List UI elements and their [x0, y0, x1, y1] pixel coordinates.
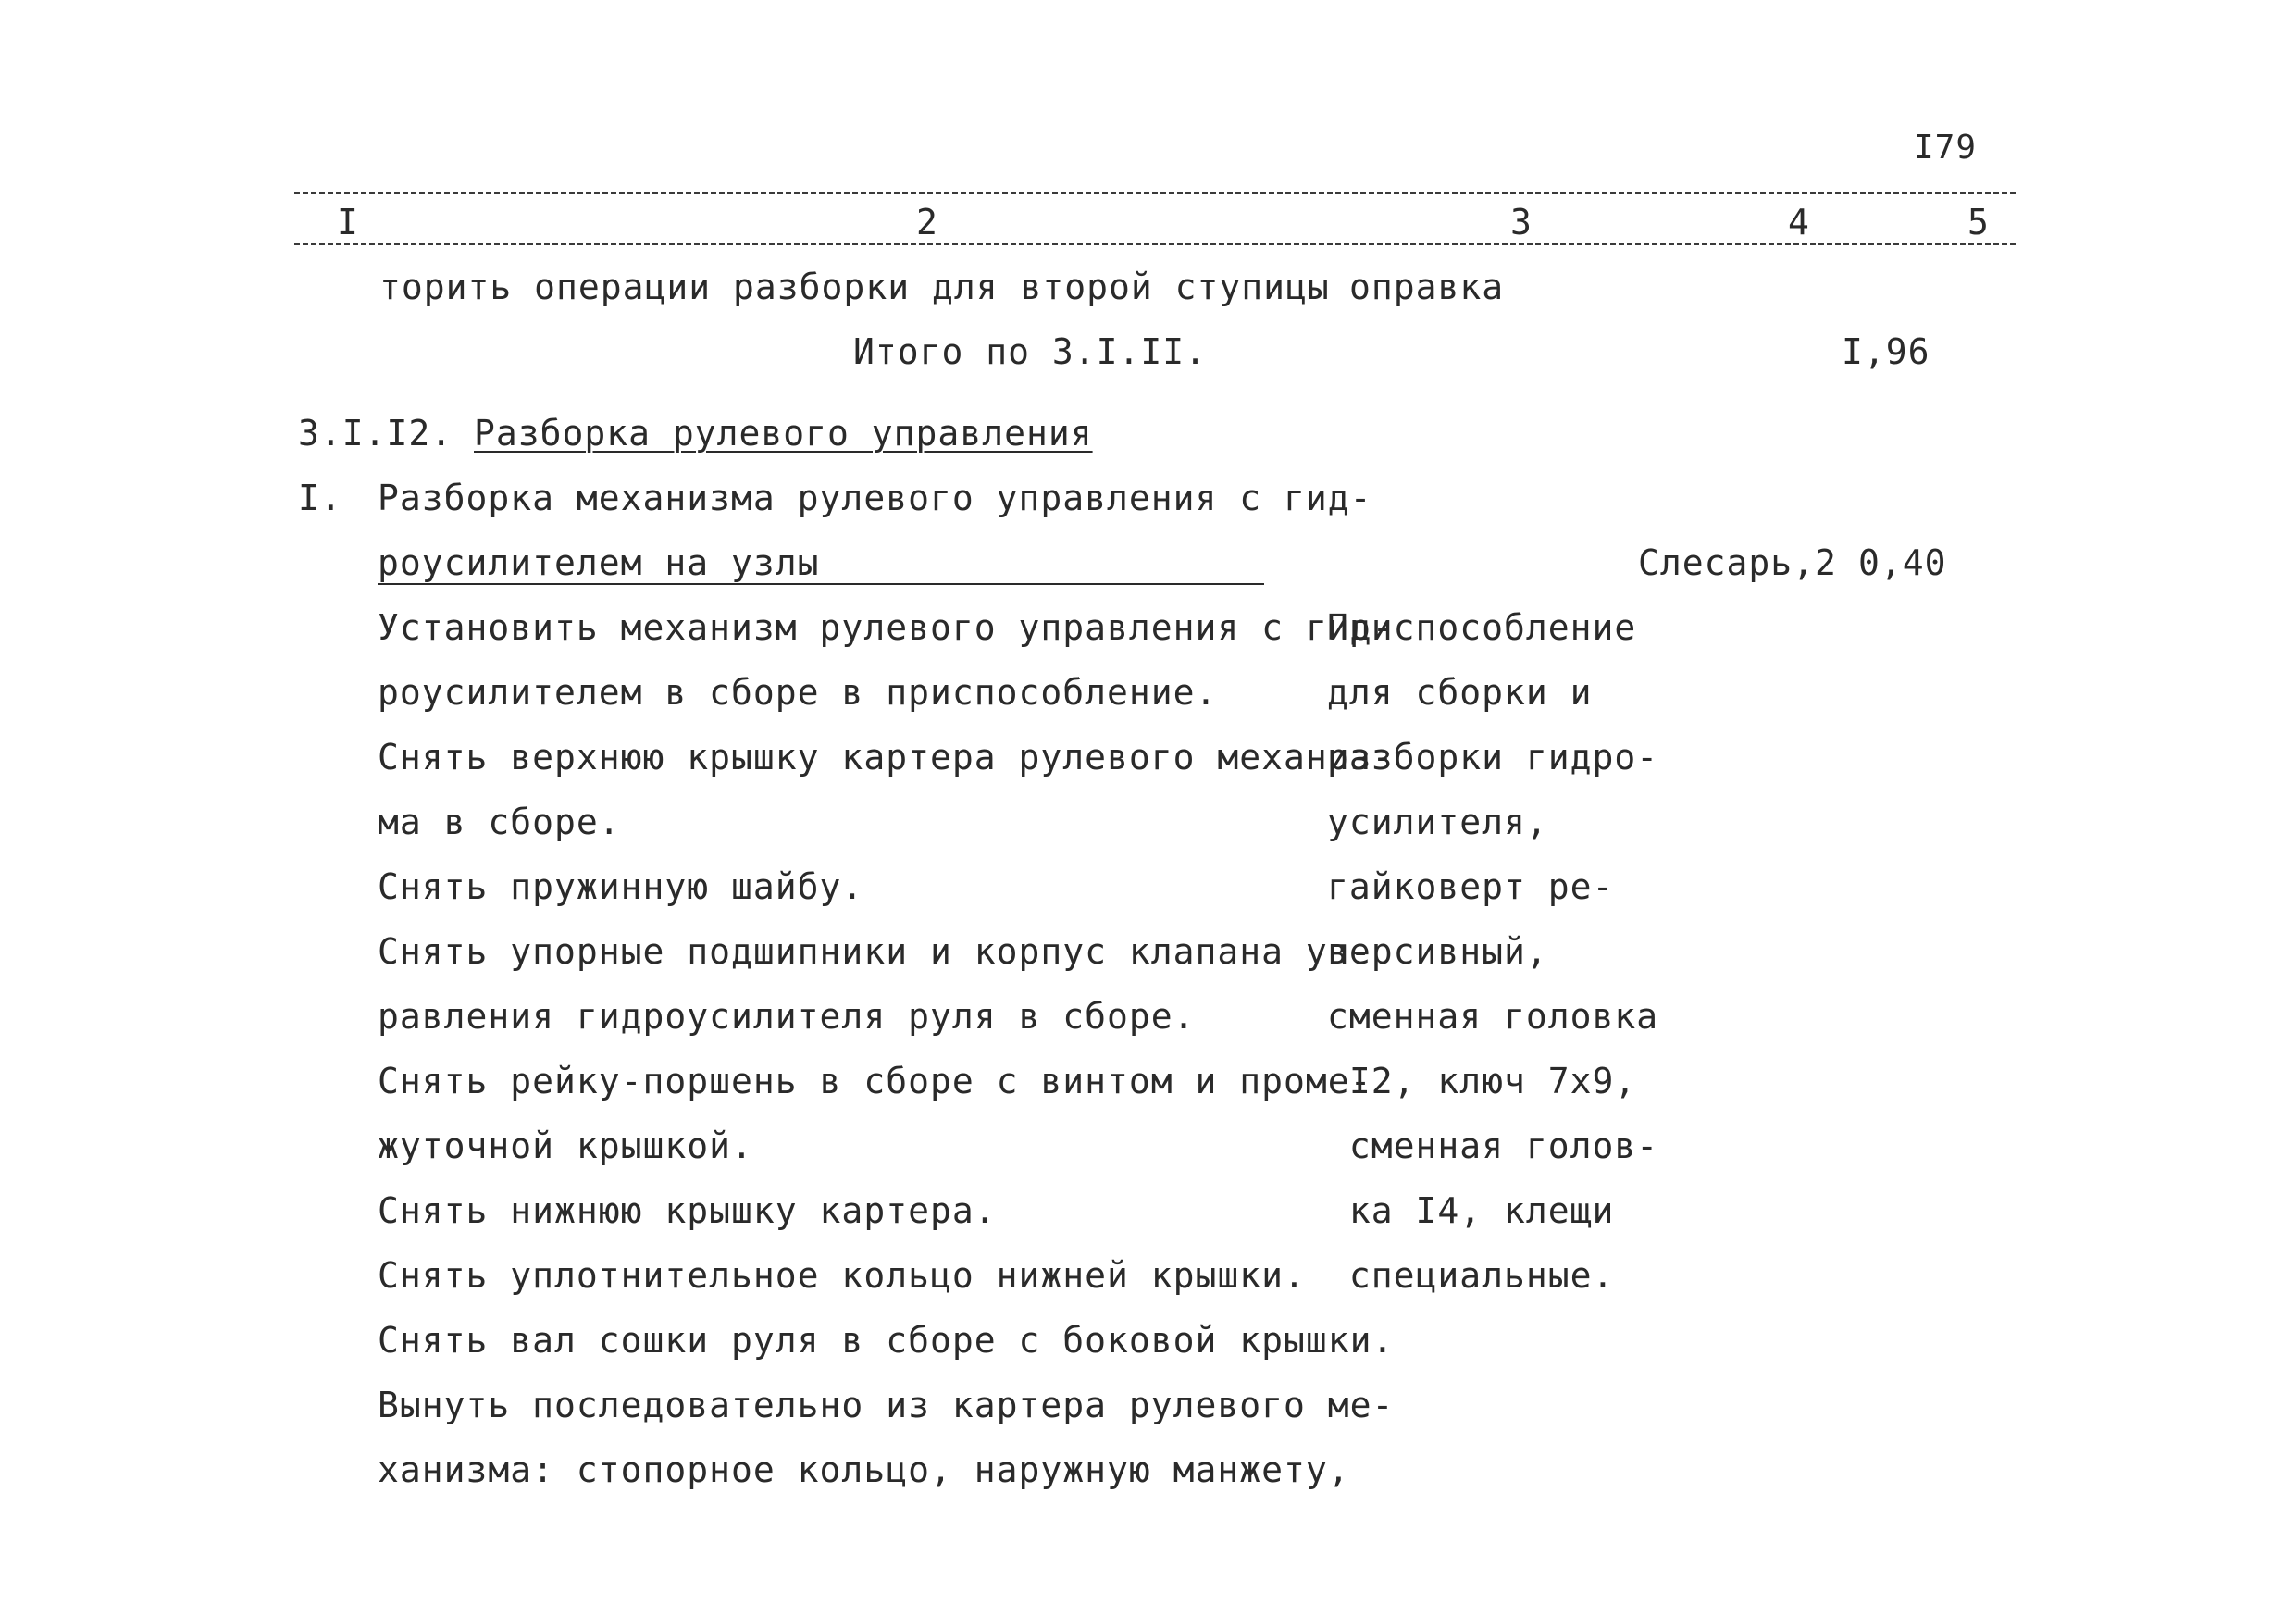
step-line: Снять пружинную шайбу. [378, 866, 864, 907]
step-line: Снять верхнюю крышку картера рулевого механиз- [378, 737, 1395, 777]
tool-line: усилителя, [1327, 802, 1548, 842]
step-line: роусилителем в сборе в приспособление. [378, 672, 1218, 713]
step-line: ма в сборе. [378, 802, 621, 842]
operation-time: 0,40 [1858, 542, 1947, 583]
operation-worker: Слесарь,2 [1638, 542, 1837, 583]
tool-line: версивный, [1327, 931, 1548, 972]
tool-line: разборки гидро- [1327, 737, 1659, 777]
operation-title-underline [378, 583, 1264, 585]
step-line: Вынуть последовательно из картера рулевого ме- [378, 1385, 1395, 1425]
section-number: 3.I.I2. [298, 413, 453, 454]
column-header-5: 5 [1962, 202, 1994, 243]
column-header-1: I [331, 202, 364, 243]
tool-line: специальные. [1327, 1255, 1615, 1296]
step-line: Снять упорные подшипники и корпус клапана уп- [378, 931, 1372, 972]
operation-number: I. [298, 478, 342, 518]
step-line: жуточной крышкой. [378, 1126, 753, 1166]
continuation-text: торить операции разборки для второй ступицы [379, 267, 1330, 307]
tool-line: для сборки и [1327, 672, 1593, 713]
tool-line: сменная головка [1327, 996, 1659, 1037]
tool-line: гайковерт ре- [1327, 866, 1615, 907]
step-line: Снять рейку-поршень в сборе с винтом и проме- [378, 1061, 1372, 1101]
step-line: Установить механизм рулевого управления с гид- [378, 607, 1395, 648]
column-header-4: 4 [1782, 202, 1815, 243]
page-number: I79 [1914, 129, 1978, 167]
column-header-3: 3 [1505, 202, 1537, 243]
step-line: равления гидроусилителя руля в сборе. [378, 996, 1196, 1037]
total-value: I,96 [1842, 331, 1930, 372]
header-dash-line-top [294, 192, 2016, 194]
header-dash-line-bottom [294, 243, 2016, 245]
tool-line: сменная голов- [1327, 1126, 1659, 1166]
tool-line: ка I4, клещи [1327, 1190, 1615, 1231]
step-line: ханизма: стопорное кольцо, наружную манжету, [378, 1449, 1350, 1490]
step-line: Снять нижнюю крышку картера. [378, 1190, 997, 1231]
total-label: Итого по 3.I.II. [853, 331, 1208, 372]
operation-title-line-1: Разборка механизма рулевого управления с гид- [378, 478, 1372, 518]
tool-line: I2, ключ 7х9, [1327, 1061, 1637, 1101]
step-line: Снять вал сошки руля в сборе с боковой крышки. [378, 1320, 1395, 1361]
column-header-2: 2 [911, 202, 943, 243]
operation-title-line-2: роусилителем на узлы [378, 542, 820, 583]
section-title: Разборка рулевого управления [474, 413, 1093, 454]
step-line: Снять уплотнительное кольцо нижней крышки. [378, 1255, 1306, 1296]
tool-line: Приспособление [1327, 607, 1637, 648]
continuation-tool: оправка [1349, 267, 1505, 307]
